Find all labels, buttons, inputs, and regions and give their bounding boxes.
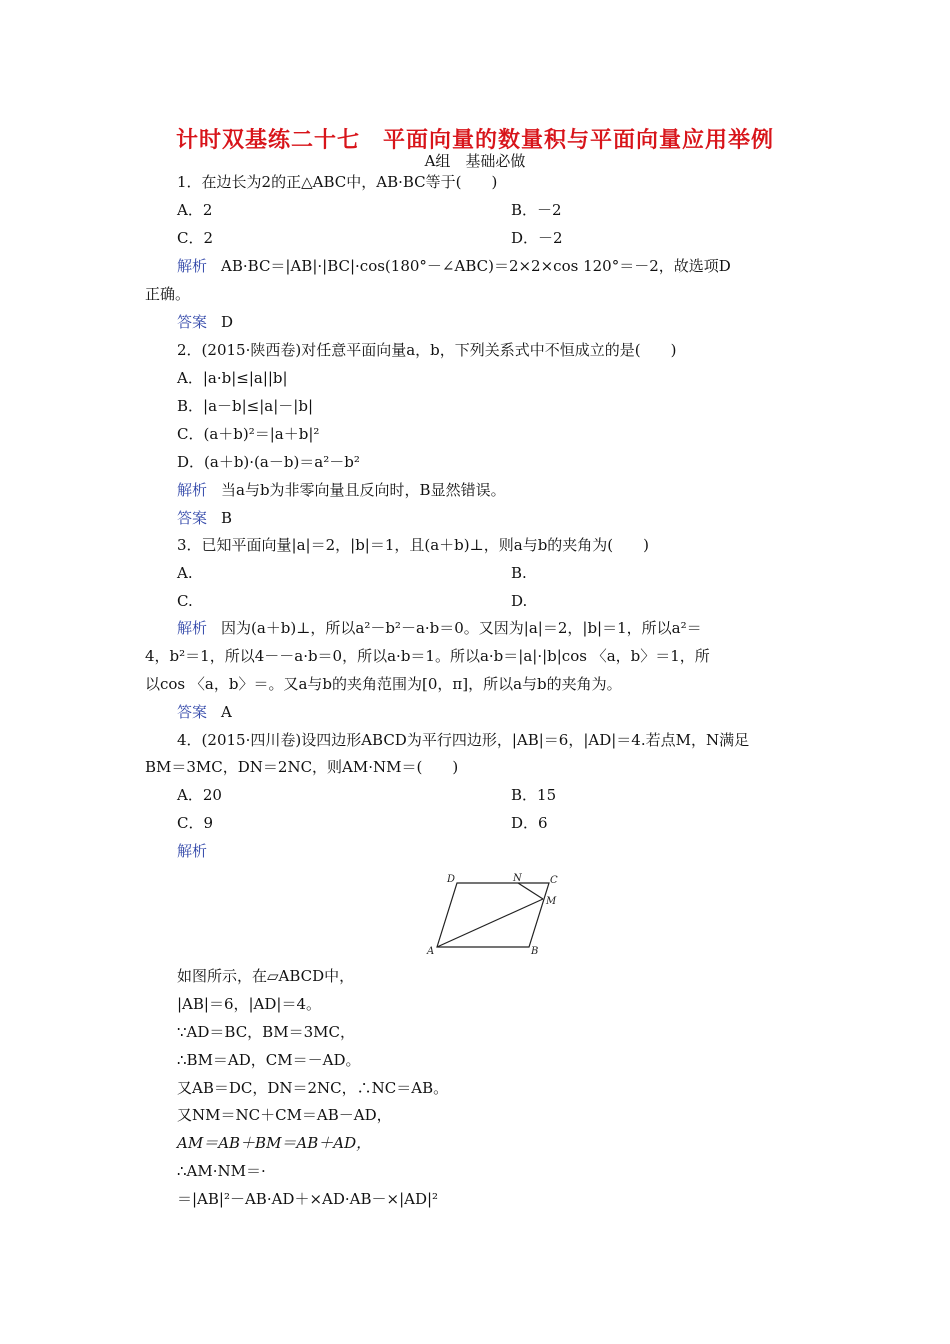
q1-option-c: C．2 xyxy=(177,229,214,247)
q4-option-b: B．15 xyxy=(511,786,557,804)
q1-option-b: B．－2 xyxy=(511,201,562,219)
q3-solution-cont1: 4，b²＝1，所以4－－a·b＝0，所以a·b＝1。所以a·b＝|a|·|b|cos 〈a，b〉＝1，所 xyxy=(145,647,710,665)
point-label-m: M xyxy=(546,896,557,907)
solution-label: 解析 xyxy=(177,257,208,275)
q1-solution-cont: 正确。 xyxy=(145,285,191,303)
q3-solution-cont2: 以cos 〈a，b〉＝。又a与b的夹角范围为[0，π]，所以a与b的夹角为。 xyxy=(145,675,622,693)
q1-answer-value: D xyxy=(221,313,234,331)
q3-option-b: B. xyxy=(511,564,527,582)
q2-option-d: D．(a＋b)·(a－b)＝a²－b² xyxy=(177,453,360,471)
section-subtitle: A组 基础必做 xyxy=(424,152,526,170)
q1-option-a: A．2 xyxy=(177,201,213,219)
q2-option-c: C．(a＋b)²＝|a＋b|² xyxy=(177,425,320,443)
answer-label: 答案 xyxy=(177,509,208,527)
q3-solution xyxy=(177,618,702,638)
q4-step: ∴BM＝AD，CM＝－AD。 xyxy=(177,1051,361,1069)
point-label-d: D xyxy=(447,874,456,885)
q3-option-c: C. xyxy=(177,592,193,610)
q4-step: ∵AD＝BC，BM＝3MC， xyxy=(177,1023,355,1041)
q3-option-a: A. xyxy=(177,564,193,582)
segment-nm xyxy=(518,883,543,899)
q1-solution xyxy=(177,256,731,276)
q4-option-d: D．6 xyxy=(511,814,548,832)
q3-solution-text: 因为(a＋b)⊥，所以a²－b²－a·b＝0。又因为|a|＝2，|b|＝1，所以a²＝ xyxy=(221,619,702,637)
q2-answer xyxy=(177,508,232,528)
solution-label: 解析 xyxy=(177,619,208,637)
q2-option-a: A．|a·b|≤|a||b| xyxy=(177,369,288,387)
segment-am xyxy=(437,899,543,947)
q3-answer-value: A xyxy=(221,703,232,721)
q2-solution xyxy=(177,480,506,500)
point-label-n: N xyxy=(513,873,522,884)
solution-label: 解析 xyxy=(177,481,208,499)
q1-option-d: D．－2 xyxy=(511,229,563,247)
q2-option-b: B．|a－b|≤|a|－|b| xyxy=(177,397,314,415)
q3-stem: 3．已知平面向量|a|＝2，|b|＝1，且(a＋b)⊥，则a与b的夹角为( ) xyxy=(177,536,649,554)
q2-answer-value: B xyxy=(221,509,233,527)
q2-solution-text: 当a与b为非零向量且反向时，B显然错误。 xyxy=(221,481,506,499)
point-label-c: C xyxy=(550,875,558,886)
point-label-a: A xyxy=(427,946,435,957)
point-label-b: B xyxy=(531,946,539,957)
q3-answer xyxy=(177,702,232,722)
q1-answer xyxy=(177,312,233,332)
q4-step: AM＝AB＋BM＝AB＋AD， xyxy=(177,1134,372,1152)
parallelogram-figure xyxy=(420,868,570,958)
q3-option-d: D. xyxy=(511,592,528,610)
q4-step: 如图所示，在▱ABCD中， xyxy=(177,967,355,985)
q4-step: |AB|＝6，|AD|＝4。 xyxy=(177,995,322,1013)
answer-label: 答案 xyxy=(177,313,208,331)
q4-step: 又NM＝NC＋CM＝AB－AD， xyxy=(177,1106,392,1124)
page-title: 计时双基练二十七 平面向量的数量积与平面向量应用举例 xyxy=(175,128,774,153)
q4-option-a: A．20 xyxy=(177,786,222,804)
solution-label: 解析 xyxy=(177,842,208,860)
q4-step: ＝|AB|²－AB·AD＋×AD·AB－×|AD|² xyxy=(177,1190,439,1208)
q4-stem: 4．(2015·四川卷)设四边形ABCD为平行四边形，|AB|＝6，|AD|＝4.若点M，N满足 xyxy=(177,731,750,749)
q4-step: 又AB＝DC，DN＝2NC，∴NC＝AB。 xyxy=(177,1079,449,1097)
q4-step: ∴AM·NM＝· xyxy=(177,1162,266,1180)
q2-stem: 2．(2015·陕西卷)对任意平面向量a，b，下列关系式中不恒成立的是( ) xyxy=(177,341,677,359)
q4-solution-label xyxy=(177,841,221,861)
answer-label: 答案 xyxy=(177,703,208,721)
q4-stem-cont: BM＝3MC，DN＝2NC，则AM·NM＝( ) xyxy=(145,758,459,776)
q1-stem: 1．在边长为2的正△ABC中，AB·BC等于( ) xyxy=(177,173,498,191)
q1-solution-text: AB·BC＝|AB|·|BC|·cos(180°－∠ABC)＝2×2×cos 120°＝－2，故选项D xyxy=(221,257,731,275)
q4-option-c: C．9 xyxy=(177,814,214,832)
